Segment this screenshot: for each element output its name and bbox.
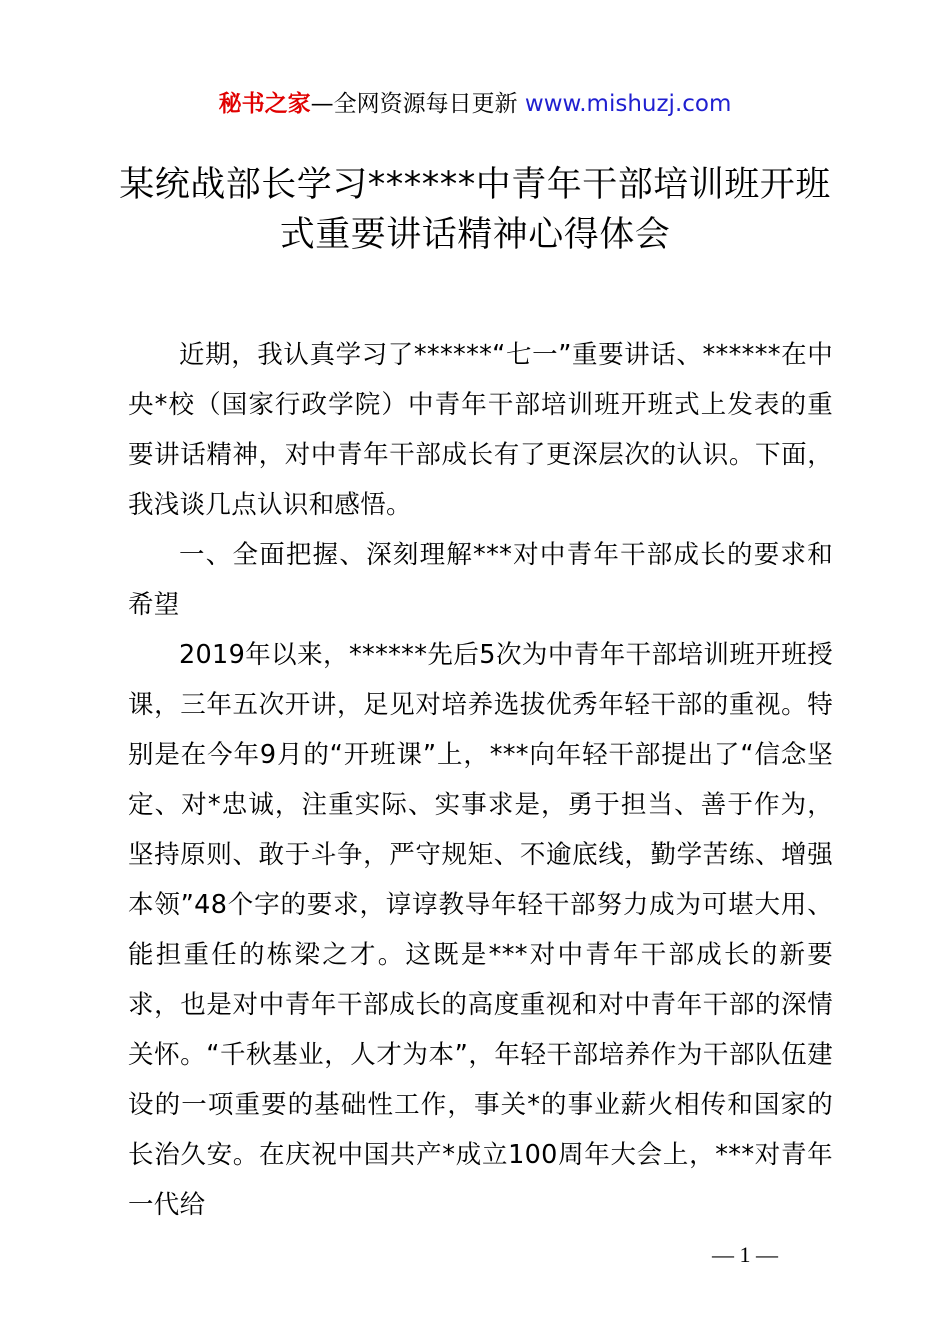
site-tagline: —全网资源每日更新 xyxy=(310,91,525,117)
site-url-link[interactable]: www.mishuzj.com xyxy=(524,91,732,117)
site-header xyxy=(0,88,950,120)
paragraph-section-1: 2019年以来，******先后5次为中青年干部培训班开班授课，三年五次开讲，足见对培养选拔优秀年轻干部的重视。特别是在今年9月的“开班课”上，***向年轻干部提出了“信念坚定、对*忠诚，注重实际、实事求是，勇于担当、善于作为，坚持原则、敢于斗争，严守规矩、不逾底线，勤学苦练、增强本领”48个字的要求，谆谆教导年轻干部努力成为可堪大用、能担重任的栋梁之才。这既是***对中青年干部成长的新要求，也是对中青年干部成长的高度重视和对中青年干部的深情关怀。“千秋基业，人才为本”，年轻干部培养作为干部队伍建设的一项重要的基础性工作，事关*的事业薪火相传和国家的长治久安。在庆祝中国共产*成立100周年大会上，***对青年一代给 xyxy=(128,640,833,1220)
page-number: — 1 — xyxy=(712,1242,778,1267)
document-title xyxy=(110,160,840,260)
paragraph-intro: 近期，我认真学习了******“七一”重要讲话、******在中央*校（国家行政学院）中青年干部培训班开班式上发表的重要讲话精神，对中青年干部成长有了更深层次的认识。下面，我浅谈几点认识和感悟。 xyxy=(128,340,833,520)
section-heading-1: 一、全面把握、深刻理解***对中青年干部成长的要求和希望 xyxy=(128,540,833,620)
document-title-line-2: 式重要讲话精神心得体会 xyxy=(279,215,671,255)
document-body xyxy=(128,330,833,1230)
document-title-line-1: 某统战部长学习******中青年干部培训班开班 xyxy=(119,165,831,205)
site-name: 秘书之家 xyxy=(218,91,311,117)
